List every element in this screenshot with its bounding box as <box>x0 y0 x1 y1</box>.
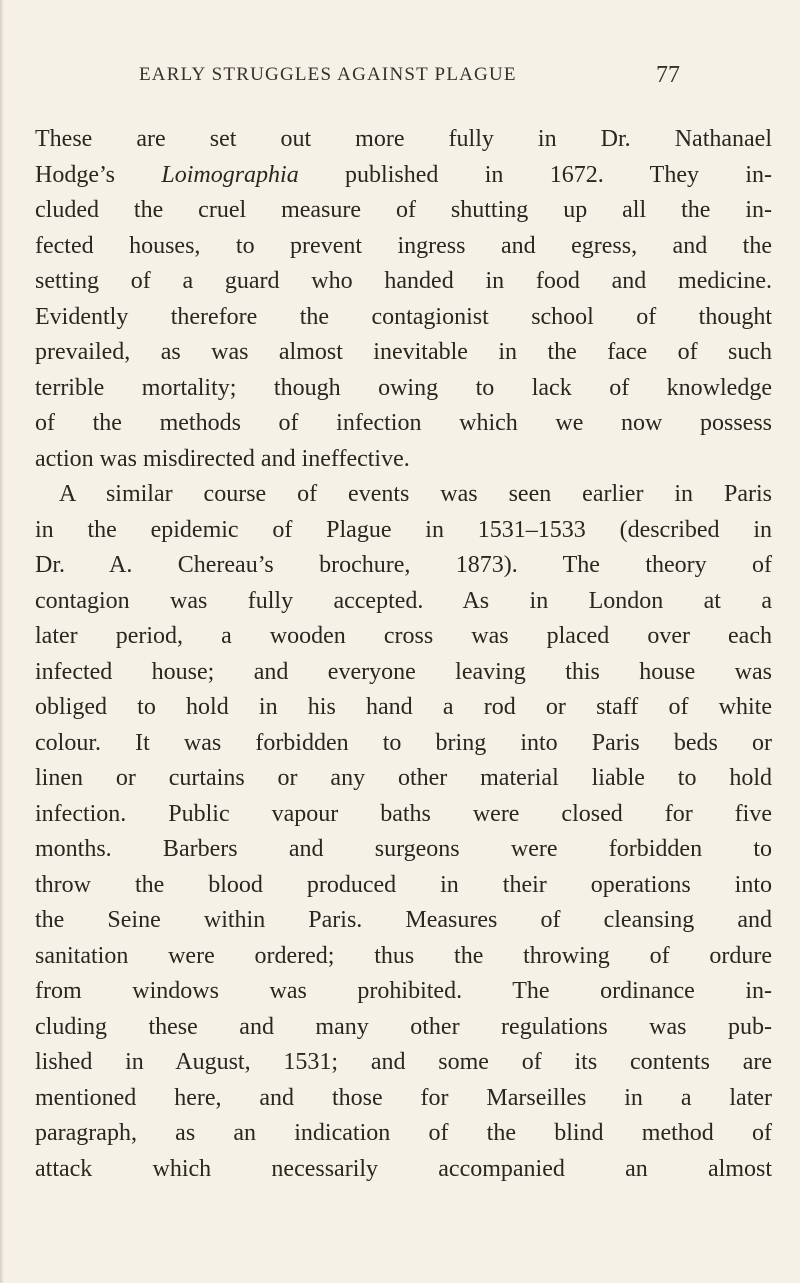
page-number: 77 <box>656 62 680 88</box>
page-header <box>92 62 680 96</box>
text-line: prevailed, as was almost inevitable in the face of such <box>35 339 772 365</box>
running-head: EARLY STRUGGLES AGAINST PLAGUE <box>139 64 517 85</box>
text-line: months. Barbers and surgeons were forbidden to <box>35 836 772 862</box>
text-line: lished in August, 1531; and some of its contents are <box>35 1049 772 1075</box>
text-line: setting of a guard who handed in food and medicine. <box>35 268 772 294</box>
text-line: linen or curtains or any other material liable to hold <box>35 765 772 791</box>
text-line: fected houses, to prevent ingress and egress, and the <box>35 232 772 259</box>
text-line: contagion was fully accepted. As in London at a <box>35 587 772 614</box>
text-line: of the methods of infection which we now possess <box>35 410 772 436</box>
text-line: Hodge’s Loimographia published in 1672. They in- <box>35 161 772 188</box>
text-line: These are set out more fully in Dr. Nathanael <box>35 126 772 152</box>
text-line: throw the blood produced in their operations into <box>35 871 772 898</box>
text-line: paragraph, as an indication of the blind method of <box>35 1120 772 1146</box>
text-line: cluding these and many other regulations was pub- <box>35 1013 772 1040</box>
text-line: in the epidemic of Plague in 1531–1533 (described in <box>35 516 772 543</box>
text-line: from windows was prohibited. The ordinance in- <box>35 978 772 1004</box>
text-line: attack which necessarily accompanied an almost <box>35 1155 772 1182</box>
body-text <box>35 122 772 1187</box>
text-line: infected house; and everyone leaving this house was <box>35 658 772 685</box>
text-line: the Seine within Paris. Measures of cleansing and <box>35 907 772 933</box>
text-line: obliged to hold in his hand a rod or staff of white <box>35 694 772 720</box>
text-line: mentioned here, and those for Marseilles in a later <box>35 1084 772 1111</box>
text-line: terrible mortality; though owing to lack of knowledge <box>35 374 772 401</box>
text-line: later period, a wooden cross was placed over each <box>35 623 772 649</box>
text-line: Dr. A. Chereau’s brochure, 1873). The theory of <box>35 552 772 578</box>
page-edge-shadow <box>0 0 4 1283</box>
text-line: colour. It was forbidden to bring into Paris beds or <box>35 729 772 756</box>
book-title: Loimographia <box>161 161 299 188</box>
text-line-paragraph-end: action was misdirected and ineffective. <box>35 445 410 472</box>
text-line: sanitation were ordered; thus the throwing of ordure <box>35 942 772 969</box>
text-line: cluded the cruel measure of shutting up all the in- <box>35 197 772 223</box>
text-line: Evidently therefore the contagionist school of thought <box>35 303 772 330</box>
text-line: infection. Public vapour baths were closed for five <box>35 800 772 827</box>
text-line-paragraph-start: A similar course of events was seen earlier in Paris <box>59 481 772 507</box>
